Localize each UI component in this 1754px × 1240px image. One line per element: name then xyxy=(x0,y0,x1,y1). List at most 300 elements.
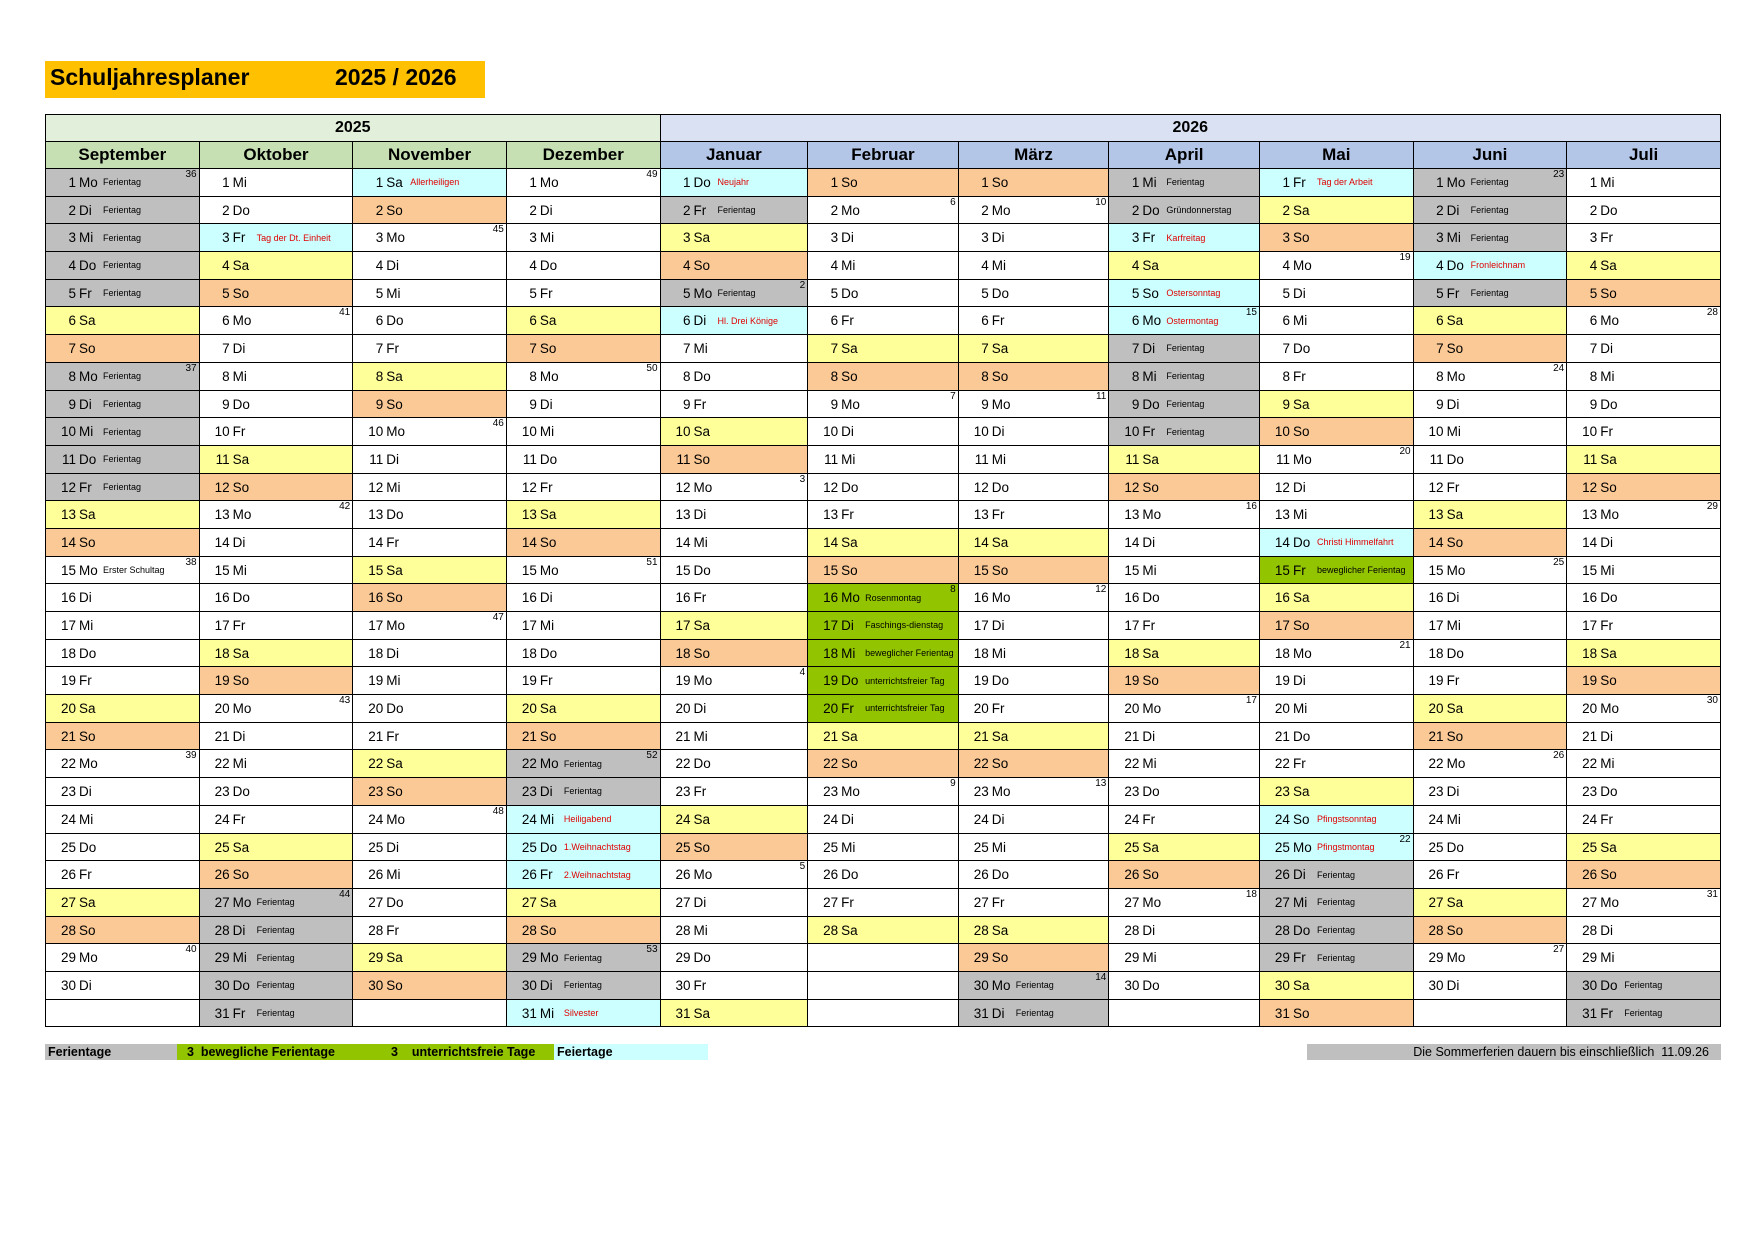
weekday: Fr xyxy=(991,894,1005,910)
weekday: Fr xyxy=(79,479,92,495)
day-note: Ferientag xyxy=(1624,980,1663,991)
day-number: 14 xyxy=(60,534,76,550)
day-number: 6 xyxy=(68,313,76,329)
day-number: 23 xyxy=(675,784,691,800)
day-cell xyxy=(808,639,959,667)
day-cell xyxy=(1567,833,1721,861)
page-title: Schuljahresplaner xyxy=(50,64,250,90)
calendar-table xyxy=(45,114,1721,1027)
day-row xyxy=(46,944,1721,972)
weekday: Di xyxy=(79,590,92,606)
weekday: Mi xyxy=(79,618,94,633)
day-number: 29 xyxy=(1428,950,1444,966)
day-cell xyxy=(808,667,959,695)
day-number: 3 xyxy=(68,230,76,246)
day-cell xyxy=(46,224,200,252)
weekday: Mi xyxy=(1600,562,1615,578)
day-cell xyxy=(46,861,200,889)
day-cell xyxy=(958,307,1109,335)
weekday: Mo xyxy=(232,313,252,329)
day-cell xyxy=(506,418,660,446)
day-number: 3 xyxy=(1589,230,1598,246)
day-cell xyxy=(1259,778,1413,806)
weekday: Mi xyxy=(1142,562,1157,578)
day-note: Ferientag xyxy=(256,924,295,935)
day-cell xyxy=(199,362,353,390)
day-cell xyxy=(660,252,808,280)
day-number: 21 xyxy=(60,728,76,744)
day-cell xyxy=(660,418,808,446)
day-number: 25 xyxy=(973,839,989,855)
day-cell xyxy=(808,556,959,584)
day-cell xyxy=(958,418,1109,446)
day-number: 27 xyxy=(521,894,537,910)
weekday: Sa xyxy=(693,424,711,440)
day-cell xyxy=(199,252,353,280)
empty-cell xyxy=(808,971,959,999)
weekday: Di xyxy=(1446,784,1460,800)
day-note: Tag der Dt. Einheit xyxy=(256,232,331,243)
day-cell xyxy=(1259,667,1413,695)
day-cell xyxy=(1413,169,1567,197)
week-number: 31 xyxy=(1706,888,1718,900)
day-cell xyxy=(46,362,200,390)
day-cell xyxy=(506,390,660,418)
year-header-row xyxy=(46,115,1721,142)
day-number: 3 xyxy=(222,230,230,246)
weekday: Mo xyxy=(1142,701,1162,717)
weekday: So xyxy=(1446,341,1464,357)
weekday: Sa xyxy=(1142,258,1159,274)
week-number: 53 xyxy=(646,944,658,956)
day-row xyxy=(46,722,1721,750)
weekday: Do xyxy=(841,479,859,495)
day-number: 11 xyxy=(974,451,989,467)
weekday: Mi xyxy=(841,451,856,467)
day-cell xyxy=(46,445,200,473)
weekday: Sa xyxy=(693,618,711,633)
day-number: 14 xyxy=(973,534,989,550)
weekday: Sa xyxy=(841,922,858,938)
weekday: Do xyxy=(1446,645,1464,661)
weekday: Sa xyxy=(991,728,1009,744)
day-note: Ferientag xyxy=(103,426,142,437)
day-cell xyxy=(1259,335,1413,363)
weekday: Mi xyxy=(539,424,555,440)
day-cell xyxy=(1567,695,1721,723)
day-number: 5 xyxy=(981,285,989,301)
day-cell xyxy=(1413,722,1567,750)
day-number: 9 xyxy=(830,396,839,412)
day-cell xyxy=(506,805,660,833)
weekday: Di xyxy=(1142,922,1156,938)
day-cell xyxy=(1109,667,1260,695)
day-number: 9 xyxy=(981,396,989,412)
day-number: 3 xyxy=(830,230,839,246)
day-row xyxy=(46,556,1721,584)
day-note: Ferientag xyxy=(1316,952,1355,963)
week-number: 47 xyxy=(492,612,504,623)
day-number: 2 xyxy=(1436,202,1444,218)
day-cell xyxy=(1259,252,1413,280)
weekday: Di xyxy=(539,396,553,412)
weekday: Sa xyxy=(1292,784,1310,800)
day-number: 25 xyxy=(368,839,384,855)
week-number: 26 xyxy=(1553,750,1565,762)
weekday: Fr xyxy=(79,867,92,883)
weekday: Mi xyxy=(1292,894,1308,910)
day-cell xyxy=(1109,639,1260,667)
weekday: Do xyxy=(1142,590,1160,606)
day-cell xyxy=(353,169,507,197)
day-cell xyxy=(46,501,200,529)
month-header-april: April xyxy=(1109,142,1260,169)
weekday: So xyxy=(1446,534,1464,550)
day-row xyxy=(46,279,1721,307)
weekday: Mo xyxy=(991,784,1011,800)
day-cell xyxy=(46,612,200,640)
day-number: 11 xyxy=(522,451,537,467)
weekday: Sa xyxy=(991,341,1009,357)
day-note: Christi Himmelfahrt xyxy=(1316,537,1394,548)
legend-unterrichtsfrei xyxy=(379,1044,554,1060)
day-cell xyxy=(46,528,200,556)
week-number: 45 xyxy=(492,224,504,236)
day-cell xyxy=(958,971,1109,999)
weekday: Fr xyxy=(386,922,399,938)
day-cell xyxy=(958,501,1109,529)
day-cell xyxy=(1109,224,1260,252)
day-cell xyxy=(46,778,200,806)
weekday: Do xyxy=(232,784,250,800)
weekday: Fr xyxy=(1142,230,1156,246)
week-number: 15 xyxy=(1245,307,1257,319)
week-number: 37 xyxy=(185,362,197,374)
day-cell xyxy=(958,833,1109,861)
day-number: 26 xyxy=(675,867,691,883)
day-cell xyxy=(1259,805,1413,833)
day-note: Ferientag xyxy=(103,232,142,243)
day-number: 4 xyxy=(981,258,989,274)
weekday: Fr xyxy=(991,701,1005,717)
weekday: Sa xyxy=(1446,507,1464,523)
day-number: 20 xyxy=(1582,701,1598,717)
weekday: Fr xyxy=(539,867,553,883)
week-number: 20 xyxy=(1399,445,1411,457)
day-cell xyxy=(1259,584,1413,612)
week-number: 11 xyxy=(1095,390,1107,402)
day-number: 4 xyxy=(683,258,691,274)
day-number: 13 xyxy=(675,507,691,523)
weekday: So xyxy=(991,756,1009,772)
day-number: 9 xyxy=(375,396,384,412)
day-cell xyxy=(506,750,660,778)
day-number: 15 xyxy=(675,562,691,578)
weekday: Mi xyxy=(232,175,247,190)
weekday: Fr xyxy=(991,313,1005,329)
day-number: 28 xyxy=(823,922,839,938)
day-cell xyxy=(660,971,808,999)
weekday: So xyxy=(1446,922,1464,938)
day-number: 22 xyxy=(973,756,989,772)
day-cell xyxy=(46,584,200,612)
day-number: 6 xyxy=(683,313,691,329)
day-number: 16 xyxy=(521,590,537,606)
day-cell xyxy=(1109,390,1260,418)
day-cell xyxy=(46,390,200,418)
month-header-september: September xyxy=(46,142,200,169)
day-number: 16 xyxy=(214,590,230,606)
day-cell xyxy=(808,584,959,612)
day-cell xyxy=(506,944,660,972)
day-number: 12 xyxy=(1274,479,1290,495)
day-number: 6 xyxy=(1436,313,1444,329)
day-cell xyxy=(353,971,507,999)
weekday: Mo xyxy=(1142,894,1162,910)
day-number: 6 xyxy=(981,313,989,329)
day-number: 28 xyxy=(214,922,230,938)
month-header-oktober: Oktober xyxy=(199,142,353,169)
day-cell xyxy=(353,944,507,972)
weekday: Mo xyxy=(991,396,1011,412)
day-note: Ferientag xyxy=(1166,426,1205,437)
day-note: Pfingstmontag xyxy=(1316,841,1375,852)
day-cell xyxy=(1567,667,1721,695)
day-number: 27 xyxy=(1124,894,1140,910)
weekday: Mo xyxy=(1292,645,1312,661)
weekday: Do xyxy=(386,701,404,717)
day-number: 13 xyxy=(368,507,384,523)
weekday: So xyxy=(79,534,96,550)
weekday: Di xyxy=(232,922,246,938)
day-number: 13 xyxy=(1274,507,1290,523)
weekday: Mi xyxy=(1600,175,1615,190)
weekday: Mi xyxy=(232,950,247,966)
day-note: Ferientag xyxy=(103,205,142,216)
day-number: 4 xyxy=(1131,258,1140,274)
day-number: 2 xyxy=(1131,202,1140,218)
day-number: 26 xyxy=(1274,867,1290,883)
day-cell xyxy=(958,944,1109,972)
day-note: Ferientag xyxy=(1166,371,1205,382)
day-cell xyxy=(353,805,507,833)
weekday: Di xyxy=(232,728,246,744)
weekday: Mo xyxy=(386,618,406,633)
day-note: Silvester xyxy=(563,1007,599,1018)
weekday: Fr xyxy=(232,230,246,246)
day-cell xyxy=(958,252,1109,280)
day-number: 6 xyxy=(830,313,839,329)
week-number: 2 xyxy=(799,279,806,291)
day-number: 10 xyxy=(973,424,989,440)
week-number: 24 xyxy=(1553,362,1565,374)
day-number: 28 xyxy=(1582,922,1598,938)
day-number: 18 xyxy=(521,645,537,661)
day-cell xyxy=(808,750,959,778)
day-row xyxy=(46,667,1721,695)
day-cell xyxy=(958,528,1109,556)
day-number: 8 xyxy=(222,368,230,384)
weekday: Do xyxy=(1142,396,1160,412)
weekday: Mi xyxy=(1600,756,1615,772)
day-cell xyxy=(199,501,353,529)
weekday: So xyxy=(1292,618,1310,633)
weekday: So xyxy=(693,258,711,274)
day-number: 24 xyxy=(1428,811,1444,827)
weekday: Mo xyxy=(539,950,559,966)
weekday: Mo xyxy=(1446,950,1466,966)
weekday: So xyxy=(991,175,1009,190)
day-cell xyxy=(46,667,200,695)
day-cell xyxy=(958,861,1109,889)
weekday: Fr xyxy=(991,507,1005,523)
day-note: Ostermontag xyxy=(1166,315,1219,326)
day-note: Ferientag xyxy=(103,454,142,465)
day-cell xyxy=(506,861,660,889)
day-number: 2 xyxy=(222,202,230,218)
day-cell xyxy=(46,722,200,750)
day-number: 9 xyxy=(683,396,691,412)
day-number: 30 xyxy=(214,977,230,993)
weekday: Fr xyxy=(1292,950,1306,966)
weekday: Mi xyxy=(693,922,708,938)
weekday: So xyxy=(693,645,711,661)
week-number: 28 xyxy=(1706,307,1718,319)
day-number: 22 xyxy=(214,756,230,772)
day-number: 7 xyxy=(1436,341,1444,357)
day-number: 1 xyxy=(981,175,989,190)
day-cell xyxy=(660,501,808,529)
day-number: 1 xyxy=(1131,175,1140,190)
day-number: 16 xyxy=(1428,590,1444,606)
weekday: Mo xyxy=(539,756,559,772)
day-number: 30 xyxy=(1124,977,1140,993)
day-number: 2 xyxy=(1589,202,1598,218)
weekday: Sa xyxy=(232,258,250,274)
weekday: Mo xyxy=(693,673,713,689)
day-number: 11 xyxy=(61,451,76,467)
day-cell xyxy=(660,667,808,695)
day-cell xyxy=(1567,916,1721,944)
weekday: Do xyxy=(1142,784,1160,800)
weekday: So xyxy=(232,285,250,301)
day-cell xyxy=(506,362,660,390)
weekday: Sa xyxy=(386,175,403,190)
week-number: 41 xyxy=(339,307,351,319)
day-cell xyxy=(1109,861,1260,889)
day-note: Ferientag xyxy=(256,980,295,991)
day-cell xyxy=(199,418,353,446)
day-number: 28 xyxy=(60,922,76,938)
weekday: Mi xyxy=(841,839,856,855)
week-number: 38 xyxy=(185,556,197,568)
day-number: 8 xyxy=(1282,368,1290,384)
day-number: 10 xyxy=(60,424,76,440)
weekday: Fr xyxy=(1292,756,1306,772)
day-cell xyxy=(1413,778,1567,806)
weekday: Di xyxy=(841,230,854,246)
day-number: 6 xyxy=(529,313,537,329)
weekday: Mi xyxy=(1292,701,1308,717)
day-cell xyxy=(660,445,808,473)
day-cell xyxy=(506,196,660,224)
day-number: 11 xyxy=(1429,451,1444,467)
week-number: 51 xyxy=(646,556,658,568)
day-cell xyxy=(808,473,959,501)
day-row xyxy=(46,501,1721,529)
day-number: 5 xyxy=(683,285,691,301)
weekday: Sa xyxy=(1446,701,1464,717)
weekday: Mo xyxy=(232,894,252,910)
day-cell xyxy=(660,528,808,556)
weekday: Di xyxy=(386,645,399,661)
legend-unterrichtsfrei-label: unterrichtsfreie Tage xyxy=(411,1045,536,1059)
month-header-row xyxy=(46,142,1721,169)
weekday: Fr xyxy=(693,202,707,218)
summer-break-date: 11.09.26 xyxy=(1661,1045,1709,1059)
day-number: 27 xyxy=(1274,894,1290,910)
day-number: 18 xyxy=(1274,645,1290,661)
day-number: 14 xyxy=(521,534,537,550)
weekday: Di xyxy=(1600,922,1613,938)
day-cell xyxy=(660,362,808,390)
day-number: 24 xyxy=(368,811,384,827)
week-number: 29 xyxy=(1706,501,1718,513)
weekday: Fr xyxy=(1600,811,1613,827)
weekday: Fr xyxy=(1600,1005,1613,1021)
weekday: Fr xyxy=(1142,618,1156,633)
day-number: 17 xyxy=(1124,618,1140,633)
day-cell xyxy=(1109,473,1260,501)
day-number: 20 xyxy=(521,701,537,717)
day-number: 4 xyxy=(830,258,839,274)
weekday: Do xyxy=(232,590,250,606)
weekday: Do xyxy=(386,507,404,523)
day-row xyxy=(46,612,1721,640)
day-cell xyxy=(1109,888,1260,916)
day-row xyxy=(46,335,1721,363)
day-number: 16 xyxy=(823,590,839,606)
weekday: Mo xyxy=(386,230,406,246)
weekday: Mo xyxy=(1600,894,1619,910)
day-cell xyxy=(199,695,353,723)
day-cell xyxy=(46,196,200,224)
day-cell xyxy=(1109,695,1260,723)
day-number: 18 xyxy=(60,645,76,661)
day-cell xyxy=(1109,196,1260,224)
weekday: Fr xyxy=(841,313,854,329)
day-number: 5 xyxy=(1131,285,1140,301)
year-header-2026: 2026 xyxy=(660,115,1720,142)
day-number: 19 xyxy=(214,673,230,689)
day-cell xyxy=(199,778,353,806)
day-number: 16 xyxy=(675,590,691,606)
day-number: 16 xyxy=(973,590,989,606)
day-cell xyxy=(506,445,660,473)
weekday: Di xyxy=(693,507,707,523)
weekday: So xyxy=(1292,811,1310,827)
day-cell xyxy=(1259,944,1413,972)
day-cell xyxy=(1413,833,1567,861)
weekday: Sa xyxy=(841,728,858,744)
day-cell xyxy=(660,279,808,307)
day-cell xyxy=(1259,750,1413,778)
day-note: Ferientag xyxy=(103,177,142,188)
weekday: Fr xyxy=(1600,230,1613,246)
day-note: Ferientag xyxy=(103,260,142,271)
weekday: Mo xyxy=(841,396,860,412)
day-number: 9 xyxy=(529,396,537,412)
